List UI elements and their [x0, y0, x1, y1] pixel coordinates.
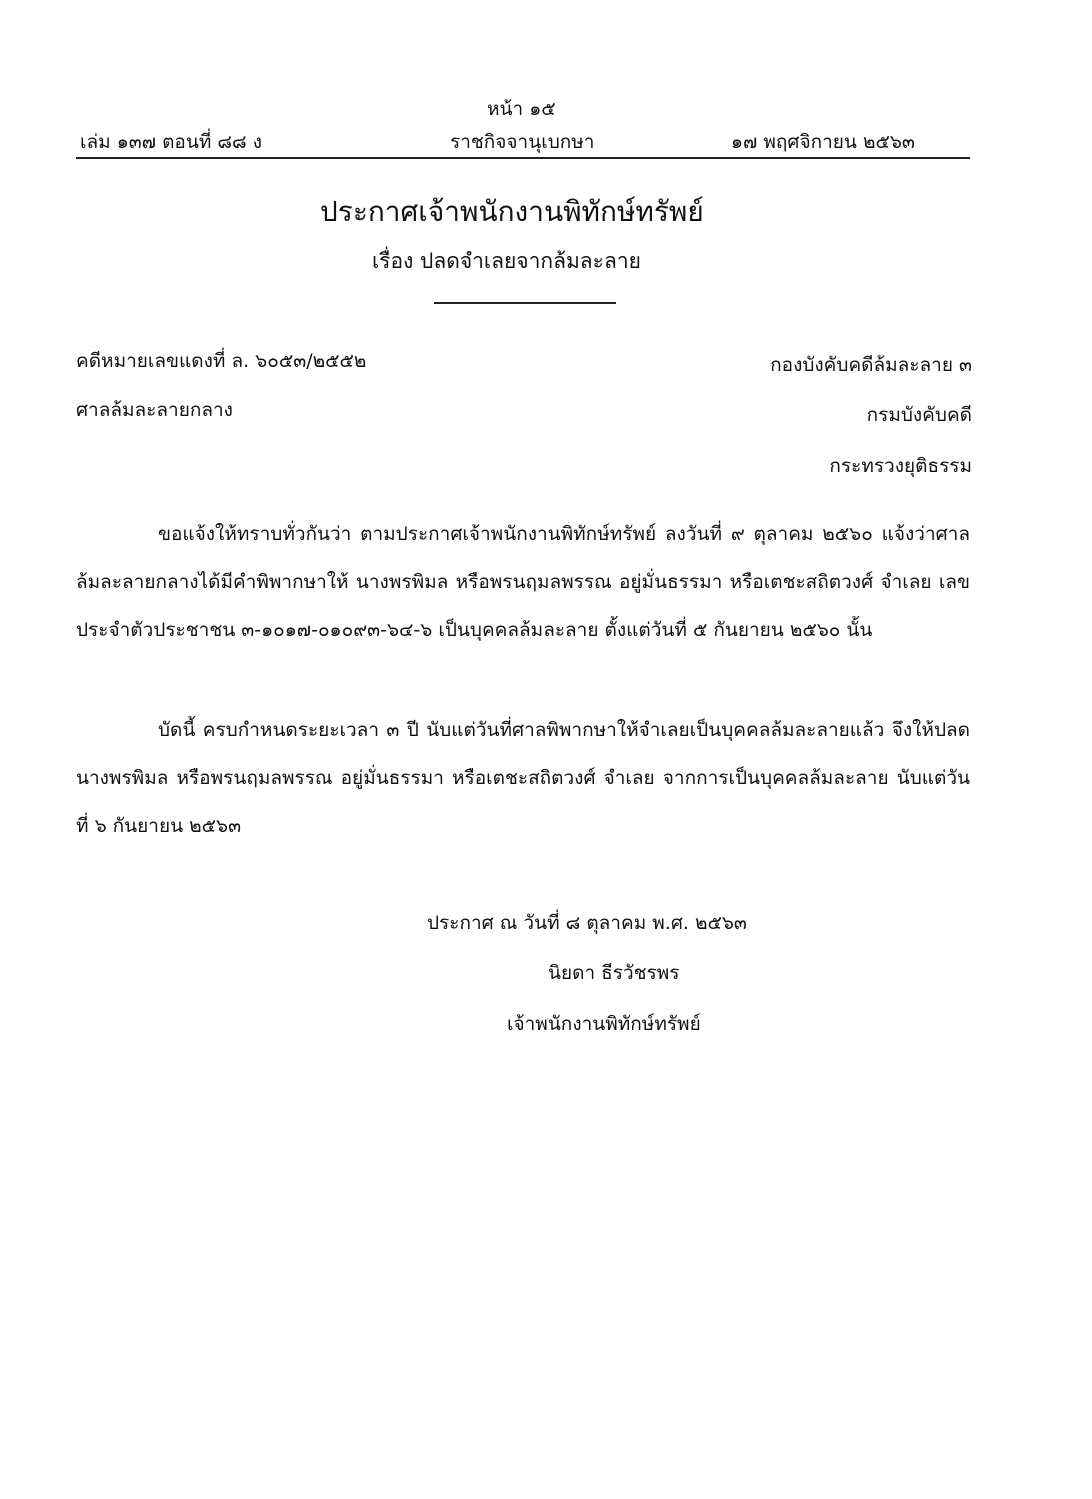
office-division: กองบังคับคดีล้มละลาย ๓ — [770, 354, 972, 376]
header-divider — [76, 157, 970, 159]
page-number: หน้า ๑๕ — [487, 98, 556, 120]
signatory-position: เจ้าพนักงานพิทักษ์ทรัพย์ — [507, 1013, 701, 1035]
announced-date: ประกาศ ณ วันที่ ๘ ตุลาคม พ.ศ. ๒๕๖๓ — [427, 912, 747, 934]
issue-date: ๑๗ พฤศจิกายน ๒๕๖๓ — [731, 131, 915, 153]
signatory-name: นิยดา ธีรวัชรพร — [548, 962, 680, 984]
title-divider — [434, 302, 616, 304]
body-paragraph: ขอแจ้งให้ทราบทั่วกันว่า ตามประกาศเจ้าพนักงานพิทักษ์ทรัพย์ ลงวันที่ ๙ ตุลาคม ๒๕๖๐ แจ้งว่าศาลล้มละลายกลางได้มีคำพิพากษาให้ นางพรพิมล หรือพรนฤมลพรรณ อยู่มั่นธรรมา หรือเตชะสถิตวงศ์ จำเลย เลขประจำตัวประชาชน ๓-๑๐๑๗-๐๑๐๙๓-๖๔-๖ เป็นบุคคลล้มละลาย ตั้งแต่วันที่ ๕ กันยายน ๒๕๖๐ นั้น — [76, 523, 970, 641]
gazette-name: ราชกิจจานุเบกษา — [450, 131, 595, 153]
case-number: คดีหมายเลขแดงที่ ล. ๖๐๕๓/๒๕๕๒ — [76, 350, 367, 372]
office-department: กรมบังคับคดี — [866, 404, 972, 426]
court-name: ศาลล้มละลายกลาง — [76, 399, 233, 421]
body-paragraph: บัดนี้ ครบกำหนดระยะเวลา ๓ ปี นับแต่วันที่ศาลพิพากษาให้จำเลยเป็นบุคคลล้มละลายแล้ว จึงให้ปลด นางพรพิมล หรือพรนฤมลพรรณ อยู่มั่นธรรมา หรือเตชะสถิตวงศ์ จำเลย จากการเป็นบุคคลล้มละลาย นับแต่วันที่ ๖ กันยายน ๒๕๖๓ — [76, 719, 970, 837]
office-ministry: กระทรวงยุติธรรม — [829, 455, 972, 477]
announcement-title: ประกาศเจ้าพนักงานพิทักษ์ทรัพย์ — [320, 195, 704, 228]
announcement-subject: เรื่อง ปลดจำเลยจากล้มละลาย — [372, 249, 641, 273]
volume-issue: เล่ม ๑๓๗ ตอนที่ ๘๘ ง — [80, 131, 263, 153]
